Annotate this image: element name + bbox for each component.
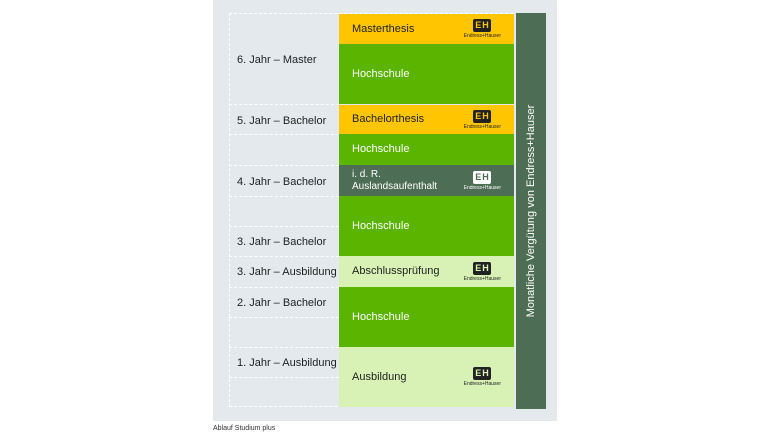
year-divider — [229, 317, 339, 318]
logo-wordmark: Endress+Hauser — [463, 381, 501, 387]
year-divider — [229, 287, 339, 288]
block-label: Abschlussprüfung — [352, 265, 440, 277]
block-hochschule-master — [339, 44, 514, 104]
block-hochschule-year3 — [339, 196, 514, 256]
eh-logo-icon: E H — [473, 110, 491, 123]
year-label-4-bachelor: 4. Jahr – Bachelor — [237, 176, 327, 188]
block-label: Bachelorthesis — [352, 113, 425, 125]
block-hochschule-year5 — [339, 134, 514, 165]
year-divider — [229, 347, 339, 348]
eh-logo-icon: E H — [473, 367, 491, 380]
block-label: Hochschule — [352, 67, 410, 80]
block-auslandsaufenthalt — [339, 165, 514, 196]
block-abschlusspruefung — [339, 256, 514, 287]
year-divider — [229, 196, 339, 197]
block-bachelorthesis — [339, 105, 514, 134]
endress-hauser-logo — [464, 19, 501, 39]
year-divider — [229, 134, 339, 135]
block-label: i. d. R. Auslandsaufenthalt — [352, 168, 438, 192]
year-divider — [229, 104, 339, 105]
year-divider — [229, 256, 339, 257]
endress-hauser-logo — [464, 110, 501, 130]
caption: Ablauf Studium plus — [213, 425, 276, 432]
logo-wordmark: Endress+Hauser — [463, 184, 501, 191]
endress-hauser-logo — [464, 171, 501, 191]
block-ausbildung — [339, 347, 514, 407]
block-masterthesis — [339, 14, 514, 44]
salary-sidebar-label: Monatliche Vergütung von Endress+Hauser — [525, 104, 537, 318]
endress-hauser-logo — [464, 262, 501, 282]
block-label: Hochschule — [352, 219, 410, 232]
year-label-6-master: 6. Jahr – Master — [237, 54, 317, 66]
eh-logo-icon: E H — [473, 171, 491, 184]
logo-wordmark: Endress+Hauser — [463, 275, 501, 282]
block-label: Masterthesis — [352, 22, 415, 35]
year-divider — [229, 377, 339, 378]
endress-hauser-logo — [464, 367, 501, 387]
block-label: Ausbildung — [352, 370, 407, 383]
logo-wordmark: Endress+Hauser — [463, 33, 501, 39]
year-label-1-ausbildung: 1. Jahr – Ausbildung — [237, 357, 337, 369]
eh-logo-icon: E H — [473, 262, 491, 275]
year-label-5-bachelor: 5. Jahr – Bachelor — [237, 115, 327, 127]
year-label-3-ausbildung: 3. Jahr – Ausbildung — [237, 266, 337, 278]
eh-logo-icon: E H — [473, 19, 491, 32]
block-label: Hochschule — [352, 310, 410, 323]
year-label-3-bachelor: 3. Jahr – Bachelor — [237, 236, 327, 248]
block-hochschule-year2 — [339, 287, 514, 347]
year-divider — [229, 226, 339, 227]
salary-sidebar — [516, 13, 546, 409]
logo-wordmark: Endress+Hauser — [463, 123, 501, 130]
year-divider — [229, 165, 339, 166]
block-label: Hochschule — [352, 143, 410, 155]
year-label-2-bachelor: 2. Jahr – Bachelor — [237, 297, 327, 309]
